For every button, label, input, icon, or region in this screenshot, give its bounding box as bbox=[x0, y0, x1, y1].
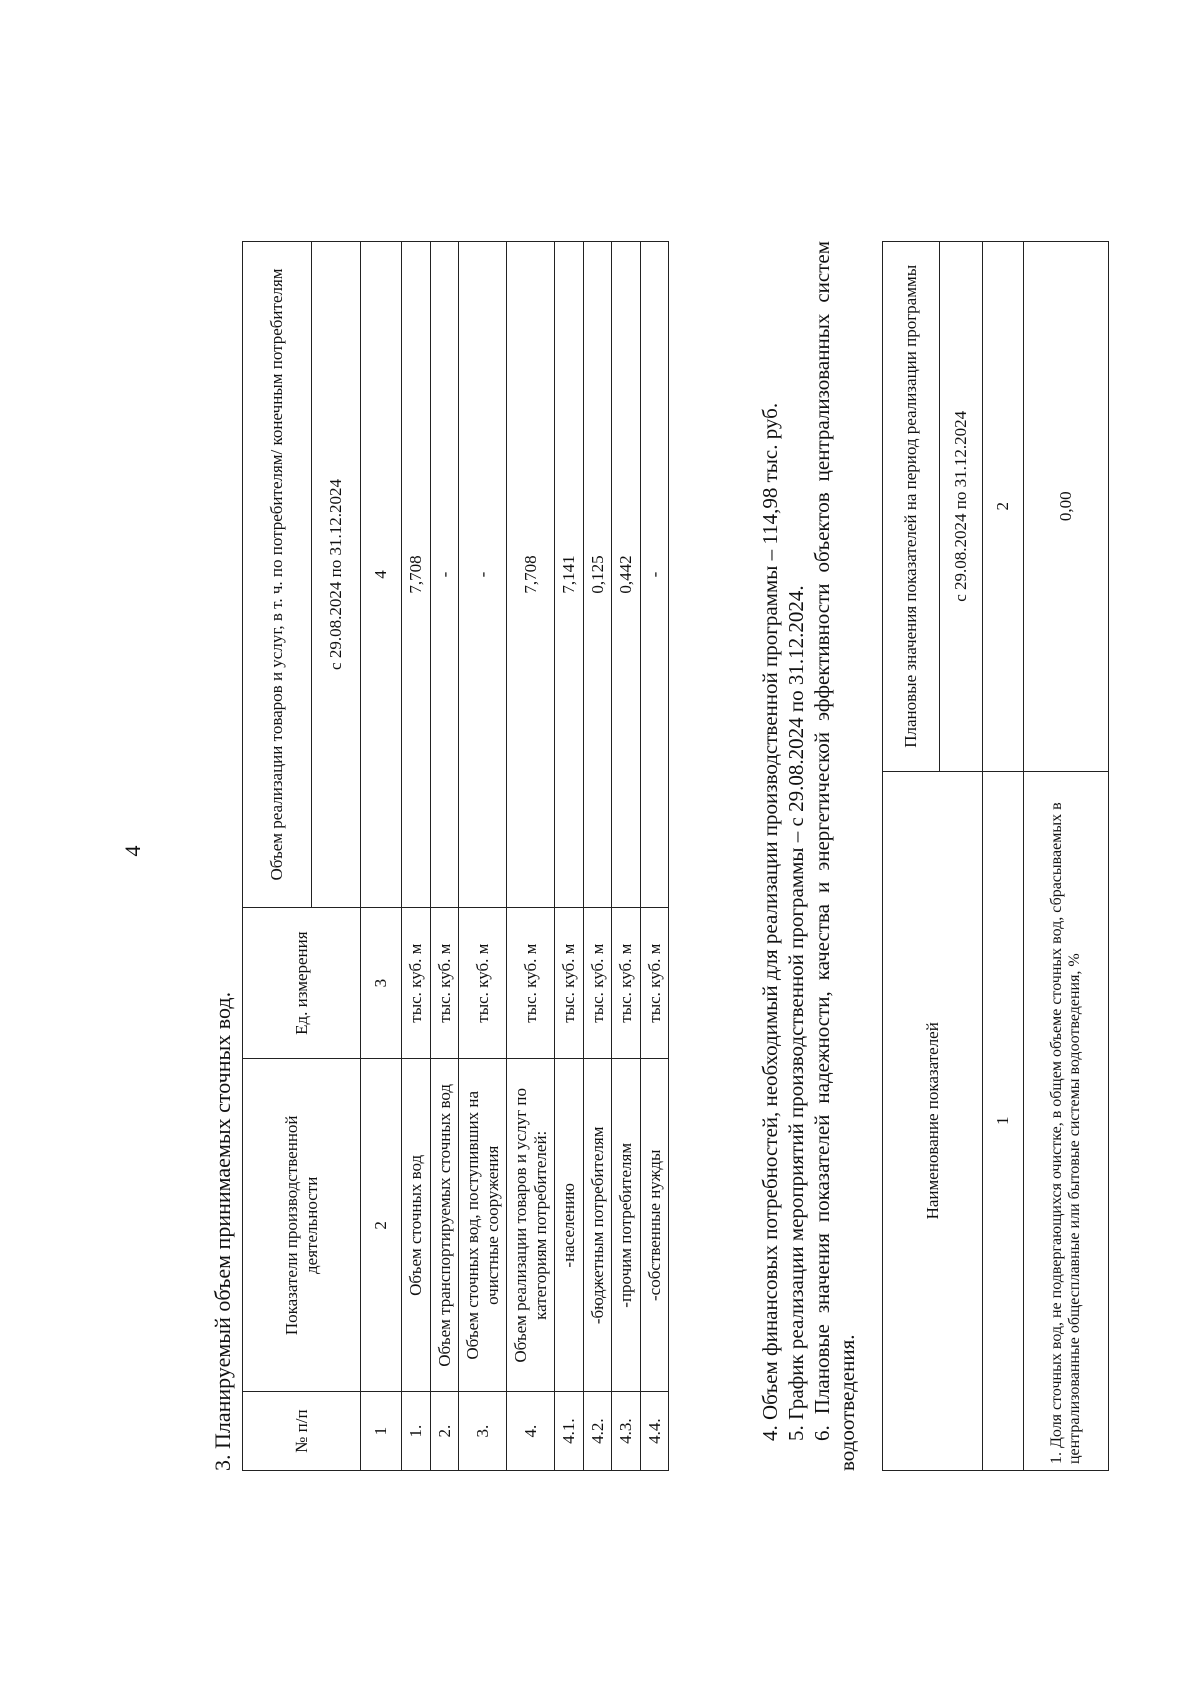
column-number: 3 bbox=[361, 907, 402, 1058]
row-name: -собственные нужды bbox=[640, 1059, 669, 1392]
column-number: 2 bbox=[983, 242, 1024, 772]
row-num: 4.4. bbox=[640, 1392, 669, 1471]
header-planned-values: Плановые значения показателей на период реализации программы bbox=[883, 242, 940, 772]
table-header-row bbox=[243, 242, 312, 1471]
table-row bbox=[1024, 242, 1109, 1471]
header-unit: Ед. измерения bbox=[243, 907, 361, 1058]
row-value: 7,708 bbox=[402, 242, 431, 908]
row-name: -населению bbox=[555, 1059, 584, 1392]
row-unit: тыс. куб. м bbox=[402, 907, 431, 1058]
table-row bbox=[555, 242, 584, 1471]
column-numbers-row bbox=[361, 242, 402, 1471]
row-value: 7,141 bbox=[555, 242, 584, 908]
row-name: Объем реализации товаров и услуг по категориям потребителей: bbox=[507, 1059, 555, 1392]
row-name: 1. Доля сточных вод, не подвергающихся очистке, в общем объеме сточных вод, сбрасываемых в централизованные общесплавные или бытовые системы водоотведения, % bbox=[1024, 771, 1109, 1470]
table-row bbox=[430, 242, 459, 1471]
row-num: 2. bbox=[430, 1392, 459, 1471]
column-number: 4 bbox=[361, 242, 402, 908]
table-row bbox=[583, 242, 612, 1471]
table-row bbox=[459, 242, 507, 1471]
column-number: 1 bbox=[361, 1392, 402, 1471]
row-unit: тыс. куб. м bbox=[583, 907, 612, 1058]
row-unit: тыс. куб. м bbox=[430, 907, 459, 1058]
row-num: 3. bbox=[459, 1392, 507, 1471]
document-page bbox=[90, 71, 1110, 1631]
section-3-title: 3. Планируемый объем принимаемых сточных вод. bbox=[210, 991, 235, 1471]
row-value: 7,708 bbox=[507, 242, 555, 908]
row-value: 0,125 bbox=[583, 242, 612, 908]
row-unit: тыс. куб. м bbox=[640, 907, 669, 1058]
wastewater-volume-table bbox=[242, 241, 669, 1471]
row-num: 4.3. bbox=[612, 1392, 641, 1471]
planned-indicators-table bbox=[882, 241, 1109, 1471]
row-num: 4.2. bbox=[583, 1392, 612, 1471]
row-unit: тыс. куб. м bbox=[507, 907, 555, 1058]
row-value: - bbox=[459, 242, 507, 908]
header-num: № п/п bbox=[243, 1392, 361, 1471]
row-name: -прочим потребителям bbox=[612, 1059, 641, 1392]
planned-indicators-paragraph: 6. Плановые значения показателей надежности, качества и энергетической эффективности объектов централизованных систем водоотведения. bbox=[810, 241, 860, 1471]
row-name: Объем транспортируемых сточных вод bbox=[430, 1059, 459, 1392]
header-indicator: Показатели производственной деятельности bbox=[243, 1059, 361, 1392]
table-row bbox=[612, 242, 641, 1471]
row-name: Объем сточных вод bbox=[402, 1059, 431, 1392]
row-num: 4. bbox=[507, 1392, 555, 1471]
row-name: Объем сточных вод, поступивших на очистные сооружения bbox=[459, 1059, 507, 1392]
table-header-row bbox=[883, 242, 940, 1471]
column-number: 2 bbox=[361, 1059, 402, 1392]
financial-needs-paragraph: 4. Объем финансовых потребностей, необходимый для реализации производственной программы – 114,98 тыс. руб. bbox=[758, 402, 782, 1441]
row-unit: тыс. куб. м bbox=[459, 907, 507, 1058]
row-unit: тыс. куб. м bbox=[612, 907, 641, 1058]
row-num: 1. bbox=[402, 1392, 431, 1471]
row-name: -бюджетным потребителям bbox=[583, 1059, 612, 1392]
column-number: 1 bbox=[983, 771, 1024, 1470]
row-unit: тыс. куб. м bbox=[555, 907, 584, 1058]
table-row bbox=[507, 242, 555, 1471]
row-num: 4.1. bbox=[555, 1392, 584, 1471]
page-number: 4 bbox=[120, 845, 145, 857]
row-value: - bbox=[430, 242, 459, 908]
table-row bbox=[402, 242, 431, 1471]
header-volume: Объем реализации товаров и услуг, в т. ч. по потребителям/ конечным потребителям bbox=[243, 242, 312, 908]
header-period: с 29.08.2024 по 31.12.2024 bbox=[312, 242, 361, 908]
header-indicator-name: Наименование показателей bbox=[883, 771, 983, 1470]
header-period: с 29.08.2024 по 31.12.2024 bbox=[940, 242, 983, 772]
column-numbers-row bbox=[983, 242, 1024, 1471]
row-value: - bbox=[640, 242, 669, 908]
schedule-paragraph: 5. График реализации мероприятий производственной программы – с 29.08.2024 по 31.12.2024. bbox=[784, 585, 808, 1441]
row-value: 0,00 bbox=[1024, 242, 1109, 772]
table-row bbox=[640, 242, 669, 1471]
row-value: 0,442 bbox=[612, 242, 641, 908]
